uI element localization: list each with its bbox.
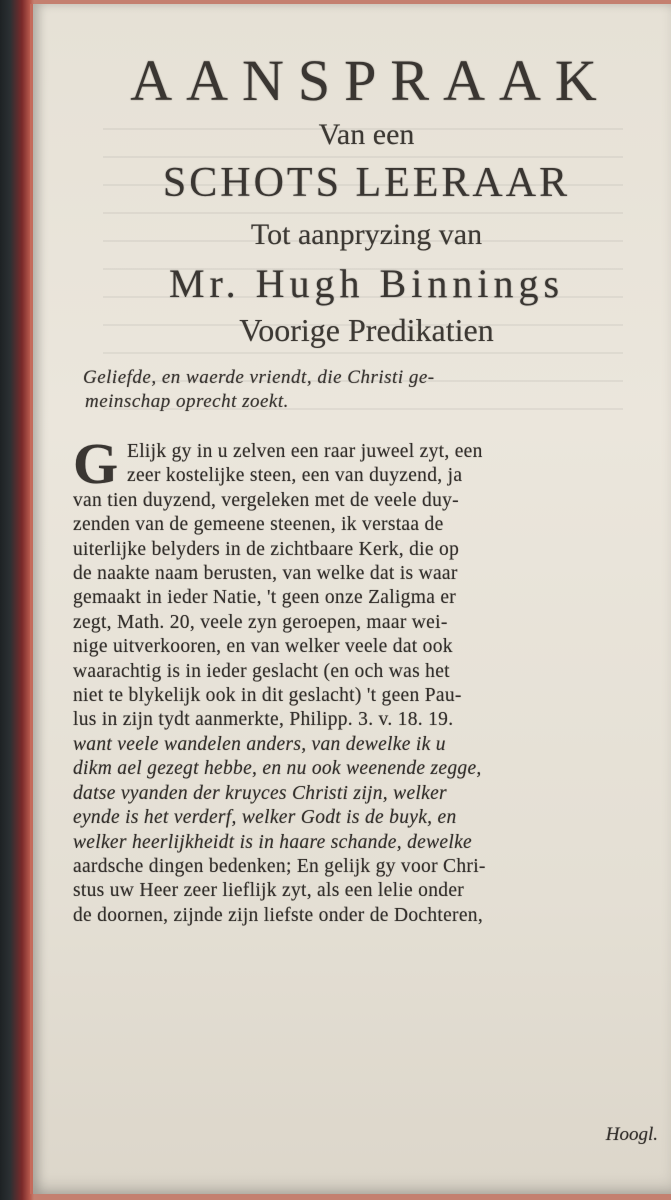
title-line-4: Tot aanpryzing van bbox=[250, 218, 483, 251]
book-page bbox=[30, 4, 671, 1194]
title-line-6: Voorige Predikatien bbox=[239, 312, 494, 348]
body-line: zenden van de gemeene steenen, ik verstaa de bbox=[73, 514, 444, 536]
title-line-5: Mr. Hugh Binnings bbox=[168, 261, 565, 306]
body-line: stus uw Heer zeer lieflijk zyt, als een lelie onder bbox=[73, 880, 465, 902]
title-line-3: SCHOTS LEERAAR bbox=[162, 160, 571, 206]
body-line: dikm ael gezegt hebbe, en nu ook weenende zegge, bbox=[73, 758, 482, 780]
body-line: nige uitverkooren, en van welker veele dat ook bbox=[73, 636, 453, 658]
body-text bbox=[73, 431, 660, 928]
body-line: niet te blykelijk ook in dit geslacht) 't geen Pau- bbox=[73, 685, 462, 707]
address-salutation bbox=[73, 366, 660, 414]
body-line: Elijk gy in u zelven een raar juweel zyt, een bbox=[127, 441, 483, 462]
body-line: de naakte naam berusten, van welke dat is waar bbox=[73, 563, 458, 585]
body-line: uiterlijke belyders in de zichtbaare Kerk, die op bbox=[73, 538, 460, 560]
body-line: eynde is het verderf, welker Godt is de buyk, en bbox=[73, 807, 457, 829]
body-line: de doornen, zijnde zijn liefste onder de Dochteren, bbox=[73, 904, 484, 926]
page-content bbox=[73, 4, 660, 928]
address-line: meinschap oprecht zoekt. bbox=[85, 391, 289, 412]
catchword: Hoogl. bbox=[605, 1124, 658, 1145]
body-line: gemaakt in ieder Natie, 't geen onze Zaligma er bbox=[73, 587, 457, 609]
body-line: zeer kostelijke steen, een van duyzend, ja bbox=[127, 465, 463, 487]
body-line: waarachtig is in ieder geslacht (en och was het bbox=[73, 660, 450, 682]
title-line-2: Van een bbox=[318, 118, 415, 151]
body-line: want veele wandelen anders, van dewelke ik u bbox=[73, 733, 446, 755]
title-line-1: AANSPRAAK bbox=[130, 48, 611, 113]
address-line: Geliefde, en waerde vriendt, die Christi ge- bbox=[83, 367, 435, 388]
body-line: datse vyanden der kruyces Christi zijn, welker bbox=[73, 782, 447, 804]
body-line: aardsche dingen bedenken; En gelijk gy voor Chri- bbox=[73, 855, 486, 877]
body-line: zegt, Math. 20, veele zyn geroepen, maar wei- bbox=[73, 611, 448, 633]
drop-cap: G bbox=[73, 431, 119, 496]
body-line: van tien duyzend, vergeleken met de veele duy- bbox=[73, 489, 459, 511]
body-line: welker heerlijkheidt is in haare schande, dewelke bbox=[73, 831, 472, 853]
body-line: lus in zijn tydt aanmerkte, Philipp. 3. v. 18. 19. bbox=[73, 709, 454, 731]
